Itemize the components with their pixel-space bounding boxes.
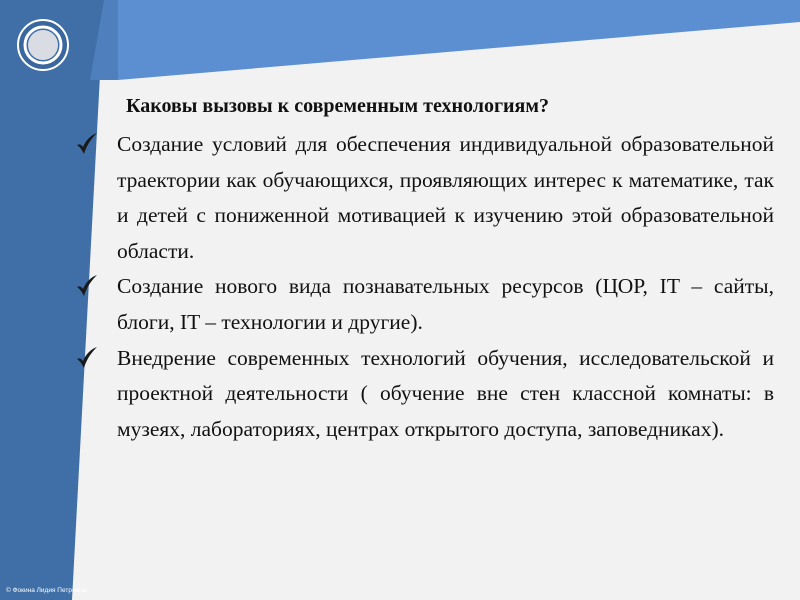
list-item	[0, 341, 800, 448]
bullet-list	[0, 127, 800, 447]
checkmark-icon	[76, 274, 98, 298]
checkmark-icon	[76, 132, 98, 156]
bullet-text: Создание нового вида познавательных ресурсов (ЦОР, IT – сайты, блоги, IT – технологии и другие).	[117, 274, 774, 334]
slide-title: Каковы вызовы к современным технологиям?	[126, 95, 549, 117]
list-item	[0, 127, 800, 269]
copyright-footer: © Фокина Лидия Петровна	[6, 587, 87, 594]
circle-badge-icon	[16, 18, 70, 72]
checkmark-icon	[76, 346, 98, 370]
bullet-text: Внедрение современных технологий обучения, исследовательской и проектной деятельности ( обучение вне стен классной комнаты: в музеях, лабораториях, центрах открытого доступа, заповедниках).	[117, 345, 774, 441]
bullet-text: Создание условий для обеспечения индивидуальной образовательной траектории как обучающихся, проявляющих интерес к математике, так и детей с пониженной мотивацией к изучению этой образовательной области.	[117, 132, 774, 263]
list-item	[0, 269, 800, 340]
